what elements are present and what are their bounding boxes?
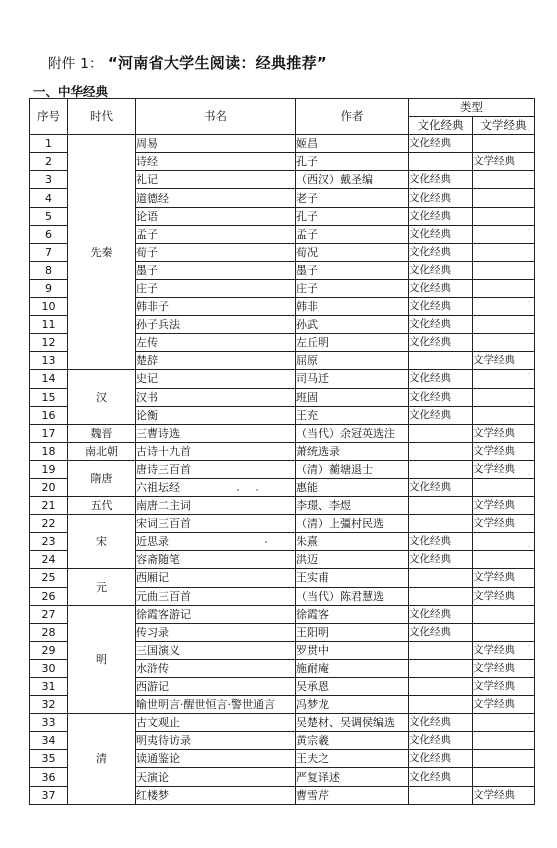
cell-author: 左丘明	[296, 334, 409, 352]
header-dynasty: 时代	[68, 99, 136, 135]
cell-author: 罗贯中	[296, 641, 409, 659]
cell-book-title: 古诗十九首	[136, 442, 296, 460]
cell-type-cultural: 文化经典	[409, 388, 473, 406]
cell-type-literary: 文学经典	[473, 587, 535, 605]
cell-type-literary: 文学经典	[473, 696, 535, 714]
cell-type-cultural	[409, 424, 473, 442]
cell-type-literary: 文学经典	[473, 424, 535, 442]
header-type-cultural: 文化经典	[409, 117, 473, 135]
cell-type-cultural: 文化经典	[409, 750, 473, 768]
cell-no: 1	[30, 135, 68, 153]
cell-type-literary: 文学经典	[473, 442, 535, 460]
cell-type-cultural: 文化经典	[409, 714, 473, 732]
cell-author: 王夫之	[296, 750, 409, 768]
cell-no: 3	[30, 171, 68, 189]
cell-book-title: 孟子	[136, 225, 296, 243]
cell-type-literary: 文学经典	[473, 460, 535, 478]
table-row	[30, 135, 535, 153]
cell-type-cultural: 文化经典	[409, 768, 473, 786]
cell-type-cultural: 文化经典	[409, 623, 473, 641]
cell-type-literary: 文学经典	[473, 641, 535, 659]
scan-speck	[265, 541, 267, 543]
cell-no: 11	[30, 316, 68, 334]
cell-author: 屈原	[296, 352, 409, 370]
section-heading: 一、中华经典	[33, 84, 109, 99]
cell-type-cultural: 文化经典	[409, 135, 473, 153]
cell-no: 33	[30, 714, 68, 732]
cell-type-cultural	[409, 678, 473, 696]
cell-type-literary	[473, 551, 535, 569]
cell-author: 吴承恩	[296, 678, 409, 696]
cell-type-cultural	[409, 497, 473, 515]
cell-book-title: 史记	[136, 370, 296, 388]
cell-no: 22	[30, 515, 68, 533]
cell-type-literary: 文学经典	[473, 497, 535, 515]
cell-type-literary	[473, 406, 535, 424]
cell-type-cultural: 文化经典	[409, 279, 473, 297]
cell-book-title: 韩非子	[136, 298, 296, 316]
cell-author: 墨子	[296, 261, 409, 279]
cell-type-cultural	[409, 460, 473, 478]
cell-type-cultural	[409, 587, 473, 605]
cell-no: 32	[30, 696, 68, 714]
cell-author: 孟子	[296, 225, 409, 243]
cell-author: 洪迈	[296, 551, 409, 569]
cell-book-title: 周易	[136, 135, 296, 153]
cell-no: 14	[30, 370, 68, 388]
cell-author: 王阳明	[296, 623, 409, 641]
cell-author: 黄宗羲	[296, 732, 409, 750]
cell-book-title: 容斋随笔	[136, 551, 296, 569]
cell-type-literary	[473, 732, 535, 750]
document-title	[48, 52, 327, 73]
cell-no: 7	[30, 243, 68, 261]
cell-type-literary	[473, 478, 535, 496]
cell-author: 庄子	[296, 279, 409, 297]
cell-no: 15	[30, 388, 68, 406]
cell-book-title: 六祖坛经	[136, 478, 296, 496]
cell-type-cultural: 文化经典	[409, 316, 473, 334]
cell-no: 29	[30, 641, 68, 659]
cell-no: 10	[30, 298, 68, 316]
cell-type-literary	[473, 388, 535, 406]
header-title: 书名	[136, 99, 296, 135]
cell-type-cultural	[409, 659, 473, 677]
cell-type-cultural: 文化经典	[409, 605, 473, 623]
cell-book-title: 三曹诗选	[136, 424, 296, 442]
cell-type-cultural: 文化经典	[409, 207, 473, 225]
cell-no: 23	[30, 533, 68, 551]
cell-book-title: 徐霞客游记	[136, 605, 296, 623]
cell-no: 4	[30, 189, 68, 207]
cell-author: 姬昌	[296, 135, 409, 153]
cell-no: 26	[30, 587, 68, 605]
cell-type-literary	[473, 316, 535, 334]
cell-author: （清）上彊村民选	[296, 515, 409, 533]
table-row	[30, 460, 535, 478]
cell-no: 31	[30, 678, 68, 696]
cell-book-title: 西游记	[136, 678, 296, 696]
header-no: 序号	[30, 99, 68, 135]
cell-no: 35	[30, 750, 68, 768]
attachment-label: 附件 1：	[48, 56, 103, 72]
cell-dynasty: 汉	[68, 370, 136, 424]
cell-type-cultural: 文化经典	[409, 261, 473, 279]
cell-no: 24	[30, 551, 68, 569]
table-row	[30, 569, 535, 587]
cell-book-title: 庄子	[136, 279, 296, 297]
header-author: 作者	[296, 99, 409, 135]
cell-book-title: 传习录	[136, 623, 296, 641]
cell-type-literary	[473, 207, 535, 225]
cell-author: 老子	[296, 189, 409, 207]
scan-speck	[256, 489, 258, 491]
cell-no: 2	[30, 153, 68, 171]
cell-type-literary	[473, 768, 535, 786]
cell-author: （清）蘅塘退士	[296, 460, 409, 478]
cell-book-title: 礼记	[136, 171, 296, 189]
cell-no: 36	[30, 768, 68, 786]
table-row	[30, 497, 535, 515]
cell-no: 6	[30, 225, 68, 243]
cell-type-literary: 文学经典	[473, 352, 535, 370]
cell-dynasty: 元	[68, 569, 136, 605]
cell-book-title: 荀子	[136, 243, 296, 261]
cell-book-title: 古文观止	[136, 714, 296, 732]
cell-author: 曹雪芹	[296, 786, 409, 804]
cell-no: 21	[30, 497, 68, 515]
cell-dynasty: 清	[68, 714, 136, 804]
cell-book-title: 元曲三百首	[136, 587, 296, 605]
cell-type-literary	[473, 714, 535, 732]
header-type: 类型	[409, 99, 535, 117]
cell-author: 王充	[296, 406, 409, 424]
cell-author: 施耐庵	[296, 659, 409, 677]
cell-dynasty: 宋	[68, 515, 136, 569]
cell-author: 严复译述	[296, 768, 409, 786]
cell-type-cultural: 文化经典	[409, 478, 473, 496]
cell-type-literary: 文学经典	[473, 659, 535, 677]
cell-no: 8	[30, 261, 68, 279]
cell-type-literary: 文学经典	[473, 678, 535, 696]
cell-type-cultural: 文化经典	[409, 298, 473, 316]
cell-type-literary	[473, 623, 535, 641]
cell-dynasty: 南北朝	[68, 442, 136, 460]
cell-type-cultural: 文化经典	[409, 533, 473, 551]
cell-dynasty: 隋唐	[68, 460, 136, 496]
cell-book-title: 左传	[136, 334, 296, 352]
cell-type-literary	[473, 605, 535, 623]
cell-type-cultural	[409, 515, 473, 533]
cell-type-cultural: 文化经典	[409, 732, 473, 750]
cell-dynasty: 五代	[68, 497, 136, 515]
cell-book-title: 水浒传	[136, 659, 296, 677]
cell-author: 孔子	[296, 207, 409, 225]
cell-type-cultural	[409, 641, 473, 659]
cell-type-cultural: 文化经典	[409, 225, 473, 243]
cell-type-cultural	[409, 442, 473, 460]
cell-type-literary	[473, 370, 535, 388]
cell-no: 13	[30, 352, 68, 370]
cell-author: （当代）陈君慧选	[296, 587, 409, 605]
table-row	[30, 605, 535, 623]
cell-type-literary	[473, 189, 535, 207]
cell-author: 萧统选录	[296, 442, 409, 460]
cell-type-literary: 文学经典	[473, 786, 535, 804]
cell-author: 司马迁	[296, 370, 409, 388]
cell-type-literary	[473, 171, 535, 189]
cell-no: 9	[30, 279, 68, 297]
cell-no: 37	[30, 786, 68, 804]
cell-book-title: 明夷待访录	[136, 732, 296, 750]
cell-type-literary	[473, 298, 535, 316]
cell-book-title: 诗经	[136, 153, 296, 171]
cell-book-title: 南唐二主词	[136, 497, 296, 515]
cell-dynasty: 明	[68, 605, 136, 714]
cell-no: 16	[30, 406, 68, 424]
scan-speck	[237, 489, 239, 491]
cell-author: 荀况	[296, 243, 409, 261]
cell-author: 孔子	[296, 153, 409, 171]
cell-type-cultural: 文化经典	[409, 243, 473, 261]
cell-book-title: 论衡	[136, 406, 296, 424]
header-type-literary: 文学经典	[473, 117, 535, 135]
cell-author: 吴楚材、吴调侯编选	[296, 714, 409, 732]
cell-no: 34	[30, 732, 68, 750]
cell-no: 17	[30, 424, 68, 442]
cell-type-cultural	[409, 696, 473, 714]
table-row	[30, 515, 535, 533]
cell-type-literary	[473, 279, 535, 297]
cell-author: （西汉）戴圣编	[296, 171, 409, 189]
cell-type-cultural	[409, 569, 473, 587]
table-row	[30, 442, 535, 460]
cell-type-literary	[473, 750, 535, 768]
cell-type-cultural: 文化经典	[409, 370, 473, 388]
cell-author: 冯梦龙	[296, 696, 409, 714]
cell-book-title: 唐诗三百首	[136, 460, 296, 478]
cell-author: 韩非	[296, 298, 409, 316]
cell-author: 班固	[296, 388, 409, 406]
cell-book-title: 论语	[136, 207, 296, 225]
cell-author: 朱熹	[296, 533, 409, 551]
cell-no: 12	[30, 334, 68, 352]
title-text: “河南省大学生阅读：经典推荐”	[107, 54, 328, 72]
cell-book-title: 宋词三百首	[136, 515, 296, 533]
table-row	[30, 714, 535, 732]
cell-no: 27	[30, 605, 68, 623]
cell-book-title: 汉书	[136, 388, 296, 406]
cell-no: 30	[30, 659, 68, 677]
cell-type-literary	[473, 334, 535, 352]
table-row	[30, 424, 535, 442]
cell-book-title: 读通鉴论	[136, 750, 296, 768]
cell-author: 徐霞客	[296, 605, 409, 623]
cell-book-title: 楚辞	[136, 352, 296, 370]
cell-book-title: 墨子	[136, 261, 296, 279]
cell-type-cultural: 文化经典	[409, 551, 473, 569]
cell-type-literary	[473, 225, 535, 243]
cell-book-title: 红楼梦	[136, 786, 296, 804]
cell-author: 王实甫	[296, 569, 409, 587]
cell-book-title: 西厢记	[136, 569, 296, 587]
cell-type-cultural: 文化经典	[409, 334, 473, 352]
cell-type-cultural: 文化经典	[409, 406, 473, 424]
cell-book-title: 天演论	[136, 768, 296, 786]
cell-type-cultural	[409, 352, 473, 370]
cell-type-literary: 文学经典	[473, 515, 535, 533]
table-body	[30, 135, 535, 804]
cell-author: 孙武	[296, 316, 409, 334]
cell-author: 惠能	[296, 478, 409, 496]
cell-type-literary	[473, 135, 535, 153]
cell-book-title: 孙子兵法	[136, 316, 296, 334]
cell-type-literary: 文学经典	[473, 153, 535, 171]
cell-type-literary	[473, 533, 535, 551]
table-row	[30, 370, 535, 388]
cell-type-cultural: 文化经典	[409, 171, 473, 189]
cell-no: 20	[30, 478, 68, 496]
cell-no: 25	[30, 569, 68, 587]
cell-book-title: 近思录	[136, 533, 296, 551]
cell-type-cultural	[409, 786, 473, 804]
cell-no: 19	[30, 460, 68, 478]
cell-no: 5	[30, 207, 68, 225]
cell-book-title: 喻世明言·醒世恒言·警世通言	[136, 696, 296, 714]
cell-author: （当代）余冠英选注	[296, 424, 409, 442]
cell-type-cultural	[409, 153, 473, 171]
classics-table	[29, 98, 535, 805]
cell-dynasty: 先秦	[68, 135, 136, 370]
cell-type-literary	[473, 261, 535, 279]
cell-no: 18	[30, 442, 68, 460]
cell-book-title: 道德经	[136, 189, 296, 207]
cell-type-literary	[473, 243, 535, 261]
cell-no: 28	[30, 623, 68, 641]
cell-author: 李璟、李煜	[296, 497, 409, 515]
cell-dynasty: 魏晋	[68, 424, 136, 442]
cell-type-cultural: 文化经典	[409, 189, 473, 207]
cell-book-title: 三国演义	[136, 641, 296, 659]
cell-type-literary: 文学经典	[473, 569, 535, 587]
